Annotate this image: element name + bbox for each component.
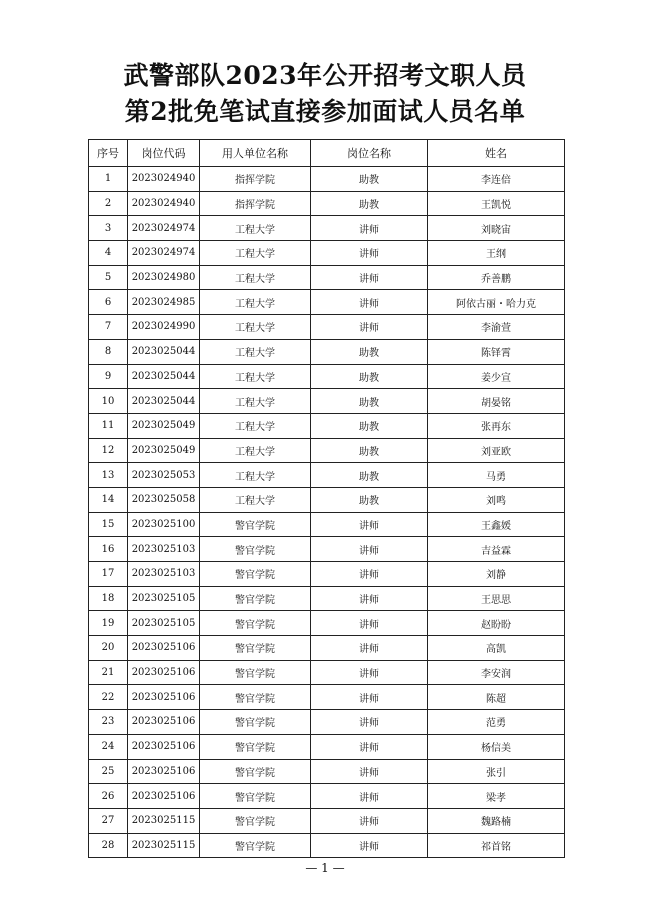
table-row	[89, 438, 565, 463]
cell-post-name: 助教	[311, 389, 428, 414]
cell-employer: 工程大学	[200, 438, 311, 463]
cell-post-code: 2023025105	[128, 586, 200, 611]
cell-post-code: 2023025115	[128, 833, 200, 858]
cell-seq: 22	[89, 685, 128, 710]
table-row	[89, 611, 565, 636]
cell-post-name: 助教	[311, 191, 428, 216]
header-post-code: 岗位代码	[128, 140, 200, 167]
cell-employer: 警官学院	[200, 586, 311, 611]
cell-seq: 2	[89, 191, 128, 216]
cell-post-name: 讲师	[311, 710, 428, 735]
cell-post-name: 助教	[311, 167, 428, 192]
cell-seq: 19	[89, 611, 128, 636]
cell-post-code: 2023025044	[128, 389, 200, 414]
cell-employer: 指挥学院	[200, 191, 311, 216]
cell-post-name: 讲师	[311, 586, 428, 611]
table-row	[89, 710, 565, 735]
cell-seq: 28	[89, 833, 128, 858]
table-row	[89, 562, 565, 587]
cell-employer: 警官学院	[200, 759, 311, 784]
cell-seq: 18	[89, 586, 128, 611]
cell-name: 李渝萱	[428, 315, 565, 340]
cell-seq: 26	[89, 784, 128, 809]
table-row	[89, 389, 565, 414]
cell-post-code: 2023025106	[128, 734, 200, 759]
cell-name: 王鑫媛	[428, 512, 565, 537]
cell-employer: 工程大学	[200, 290, 311, 315]
table-header	[89, 140, 565, 167]
cell-employer: 工程大学	[200, 389, 311, 414]
cell-post-code: 2023025049	[128, 438, 200, 463]
cell-employer: 警官学院	[200, 734, 311, 759]
cell-post-name: 讲师	[311, 660, 428, 685]
cell-name: 李安润	[428, 660, 565, 685]
cell-name: 刘晓宙	[428, 216, 565, 241]
table-row	[89, 315, 565, 340]
cell-post-code: 2023025103	[128, 537, 200, 562]
cell-employer: 警官学院	[200, 537, 311, 562]
table-row	[89, 191, 565, 216]
table-row	[89, 216, 565, 241]
cell-name: 陈超	[428, 685, 565, 710]
cell-seq: 20	[89, 636, 128, 661]
cell-post-code: 2023025106	[128, 636, 200, 661]
cell-seq: 25	[89, 759, 128, 784]
cell-name: 王纲	[428, 241, 565, 266]
cell-employer: 工程大学	[200, 339, 311, 364]
cell-name: 王思思	[428, 586, 565, 611]
cell-post-code: 2023024985	[128, 290, 200, 315]
table-row	[89, 167, 565, 192]
cell-name: 范勇	[428, 710, 565, 735]
cell-name: 胡晏铭	[428, 389, 565, 414]
cell-name: 姜少宣	[428, 364, 565, 389]
table-body	[89, 167, 565, 858]
cell-seq: 1	[89, 167, 128, 192]
cell-post-name: 讲师	[311, 784, 428, 809]
cell-employer: 工程大学	[200, 463, 311, 488]
cell-post-code: 2023024980	[128, 265, 200, 290]
table-row	[89, 808, 565, 833]
cell-employer: 警官学院	[200, 784, 311, 809]
cell-employer: 警官学院	[200, 833, 311, 858]
table-row	[89, 241, 565, 266]
cell-post-name: 讲师	[311, 611, 428, 636]
cell-post-name: 讲师	[311, 636, 428, 661]
table-row	[89, 487, 565, 512]
cell-name: 张引	[428, 759, 565, 784]
cell-seq: 10	[89, 389, 128, 414]
cell-seq: 16	[89, 537, 128, 562]
cell-employer: 工程大学	[200, 265, 311, 290]
cell-name: 魏路楠	[428, 808, 565, 833]
cell-seq: 27	[89, 808, 128, 833]
document-title-line-1: 武警部队2023年公开招考文职人员	[123, 61, 527, 90]
table-row	[89, 784, 565, 809]
table-row	[89, 512, 565, 537]
cell-post-code: 2023025044	[128, 339, 200, 364]
cell-name: 张再东	[428, 413, 565, 438]
table-row	[89, 685, 565, 710]
cell-post-name: 讲师	[311, 759, 428, 784]
cell-post-name: 助教	[311, 438, 428, 463]
cell-post-name: 讲师	[311, 241, 428, 266]
cell-seq: 8	[89, 339, 128, 364]
cell-seq: 14	[89, 487, 128, 512]
cell-post-code: 2023024974	[128, 216, 200, 241]
cell-post-name: 讲师	[311, 537, 428, 562]
cell-employer: 警官学院	[200, 660, 311, 685]
table-row	[89, 463, 565, 488]
cell-seq: 12	[89, 438, 128, 463]
cell-post-name: 讲师	[311, 512, 428, 537]
cell-employer: 指挥学院	[200, 167, 311, 192]
cell-employer: 警官学院	[200, 710, 311, 735]
table-row	[89, 364, 565, 389]
cell-name: 乔善鹏	[428, 265, 565, 290]
cell-employer: 工程大学	[200, 413, 311, 438]
cell-post-code: 2023024974	[128, 241, 200, 266]
cell-seq: 15	[89, 512, 128, 537]
cell-employer: 工程大学	[200, 364, 311, 389]
cell-seq: 17	[89, 562, 128, 587]
cell-seq: 6	[89, 290, 128, 315]
table-row	[89, 265, 565, 290]
table-row	[89, 586, 565, 611]
cell-seq: 4	[89, 241, 128, 266]
header-seq: 序号	[89, 140, 128, 167]
cell-employer: 警官学院	[200, 512, 311, 537]
cell-post-code: 2023025053	[128, 463, 200, 488]
cell-post-name: 讲师	[311, 265, 428, 290]
cell-name: 赵盼盼	[428, 611, 565, 636]
cell-name: 马勇	[428, 463, 565, 488]
cell-employer: 警官学院	[200, 808, 311, 833]
header-post-name: 岗位名称	[311, 140, 428, 167]
cell-name: 陈铎霄	[428, 339, 565, 364]
table-row	[89, 759, 565, 784]
cell-post-code: 2023025049	[128, 413, 200, 438]
cell-post-name: 助教	[311, 413, 428, 438]
cell-post-name: 讲师	[311, 734, 428, 759]
cell-name: 刘静	[428, 562, 565, 587]
table-row	[89, 636, 565, 661]
cell-name: 高凯	[428, 636, 565, 661]
cell-employer: 警官学院	[200, 636, 311, 661]
cell-post-code: 2023024940	[128, 191, 200, 216]
table-row	[89, 537, 565, 562]
cell-seq: 5	[89, 265, 128, 290]
cell-post-code: 2023024990	[128, 315, 200, 340]
cell-post-name: 助教	[311, 364, 428, 389]
cell-post-name: 助教	[311, 487, 428, 512]
table-row	[89, 339, 565, 364]
candidate-table	[88, 139, 565, 858]
cell-post-name: 助教	[311, 463, 428, 488]
cell-name: 王凯悦	[428, 191, 565, 216]
cell-name: 李连倍	[428, 167, 565, 192]
table-row	[89, 413, 565, 438]
header-employer: 用人单位名称	[200, 140, 311, 167]
cell-post-name: 讲师	[311, 216, 428, 241]
cell-post-code: 2023025100	[128, 512, 200, 537]
cell-seq: 3	[89, 216, 128, 241]
cell-employer: 警官学院	[200, 562, 311, 587]
cell-employer: 工程大学	[200, 487, 311, 512]
cell-post-code: 2023025115	[128, 808, 200, 833]
cell-seq: 13	[89, 463, 128, 488]
cell-post-code: 2023025106	[128, 784, 200, 809]
cell-name: 刘亚欧	[428, 438, 565, 463]
cell-post-name: 讲师	[311, 562, 428, 587]
page-number: — 1 —	[305, 861, 345, 875]
table-header-row	[89, 140, 565, 167]
cell-name: 祁首铭	[428, 833, 565, 858]
table-row	[89, 290, 565, 315]
table-row	[89, 734, 565, 759]
cell-post-code: 2023025058	[128, 487, 200, 512]
cell-seq: 7	[89, 315, 128, 340]
cell-seq: 9	[89, 364, 128, 389]
cell-post-code: 2023025105	[128, 611, 200, 636]
cell-post-name: 讲师	[311, 808, 428, 833]
cell-employer: 工程大学	[200, 241, 311, 266]
header-name: 姓名	[428, 140, 565, 167]
cell-post-code: 2023025106	[128, 685, 200, 710]
cell-name: 梁孝	[428, 784, 565, 809]
cell-seq: 21	[89, 660, 128, 685]
cell-post-code: 2023025106	[128, 759, 200, 784]
cell-post-code: 2023025103	[128, 562, 200, 587]
cell-employer: 工程大学	[200, 216, 311, 241]
cell-name: 吉益霖	[428, 537, 565, 562]
cell-post-name: 讲师	[311, 290, 428, 315]
cell-post-code: 2023025106	[128, 710, 200, 735]
cell-post-code: 2023024940	[128, 167, 200, 192]
cell-seq: 11	[89, 413, 128, 438]
cell-post-name: 讲师	[311, 315, 428, 340]
cell-employer: 警官学院	[200, 685, 311, 710]
table-row	[89, 833, 565, 858]
cell-post-name: 讲师	[311, 685, 428, 710]
cell-seq: 23	[89, 710, 128, 735]
table-row	[89, 660, 565, 685]
cell-post-code: 2023025044	[128, 364, 200, 389]
cell-seq: 24	[89, 734, 128, 759]
document-title-line-2: 第2批免笔试直接参加面试人员名单	[124, 97, 526, 126]
cell-post-name: 助教	[311, 339, 428, 364]
cell-name: 阿依古丽・哈力克	[428, 290, 565, 315]
cell-employer: 工程大学	[200, 315, 311, 340]
cell-employer: 警官学院	[200, 611, 311, 636]
cell-post-name: 讲师	[311, 833, 428, 858]
cell-name: 刘鸣	[428, 487, 565, 512]
cell-post-code: 2023025106	[128, 660, 200, 685]
cell-name: 杨信美	[428, 734, 565, 759]
